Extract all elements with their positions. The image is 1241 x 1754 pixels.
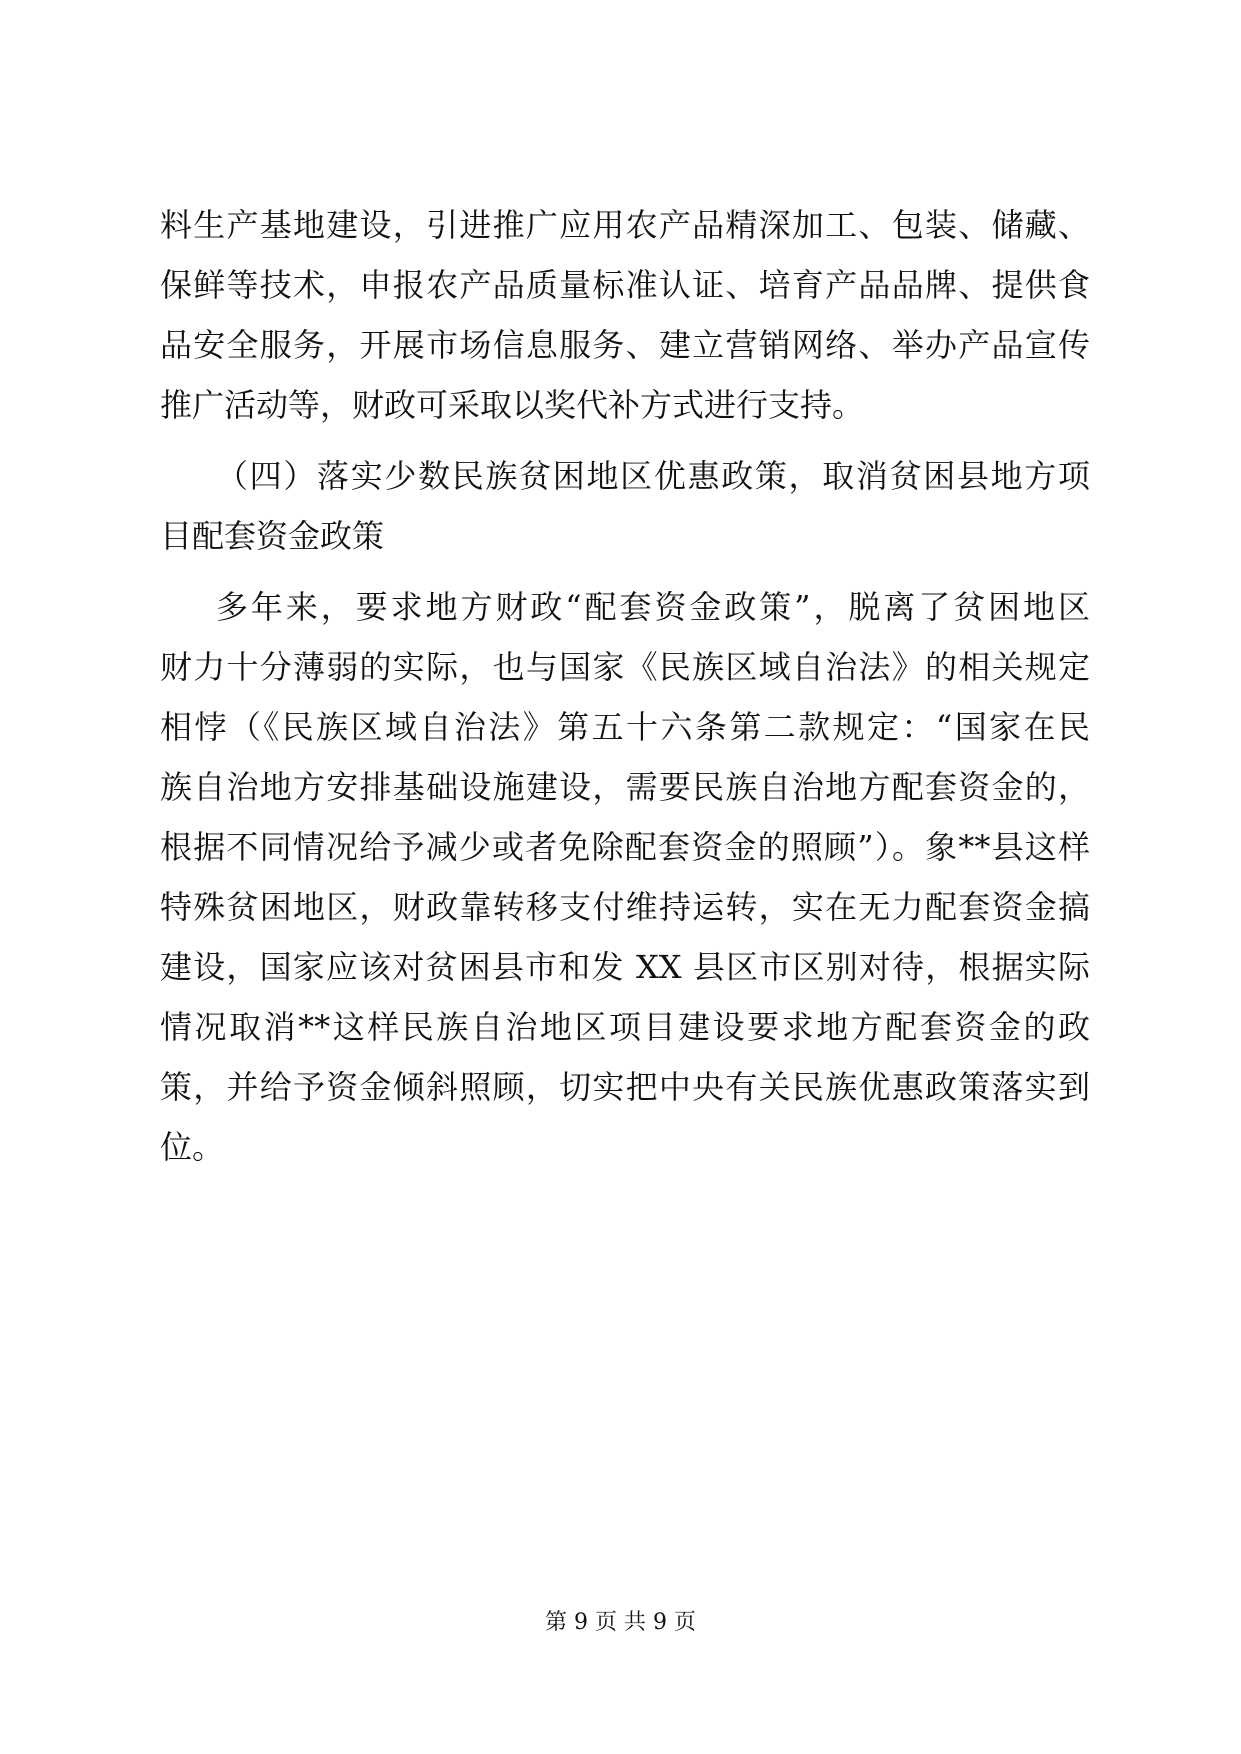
text-line: 推广活动等，财政可采取以奖代补方式进行支持。 <box>160 386 865 424</box>
text-line: 情况取消**这样民族自治地区项目建设要求地方配套资金的政 <box>160 1008 1090 1046</box>
text-line: 建设，国家应该对贫困县市和发 XX 县区市区别对待，根据实际 <box>160 948 1090 986</box>
text-line: 品安全服务，开展市场信息服务、建立营销网络、举办产品宣传 <box>160 326 1090 364</box>
text-line: 料生产基地建设，引进推广应用农产品精深加工、包装、储藏、 <box>160 206 1090 244</box>
heading-line: （四）落实少数民族贫困地区优惠政策，取消贫困县地方项 <box>216 457 1090 495</box>
section-heading-4 <box>160 446 1090 566</box>
paragraph-2 <box>160 577 1090 1177</box>
document-body <box>160 195 1090 1177</box>
text-line: 根据不同情况给予减少或者免除配套资金的照顾”）。象**县这样 <box>160 828 1090 866</box>
text-line: 位。 <box>160 1128 225 1166</box>
text-line: 族自治地方安排基础设施建设，需要民族自治地方配套资金的， <box>160 768 1090 806</box>
text-line: 策，并给予资金倾斜照顾，切实把中央有关民族优惠政策落实到 <box>160 1068 1090 1106</box>
text-line: 特殊贫困地区，财政靠转移支付维持运转，实在无力配套资金搞 <box>160 888 1090 926</box>
page-number-footer: 第 9 页 共 9 页 <box>545 1610 696 1635</box>
text-line: 财力十分薄弱的实际，也与国家《民族区域自治法》的相关规定 <box>160 648 1090 686</box>
heading-line: 目配套资金政策 <box>160 517 385 555</box>
text-line: 保鲜等技术，申报农产品质量标准认证、培育产品品牌、提供食 <box>160 266 1090 304</box>
paragraph-1 <box>160 195 1090 435</box>
text-line: 多年来，要求地方财政“配套资金政策”，脱离了贫困地区 <box>216 588 1090 626</box>
text-line: 相悖（《民族区域自治法》第五十六条第二款规定：“国家在民 <box>160 708 1090 746</box>
